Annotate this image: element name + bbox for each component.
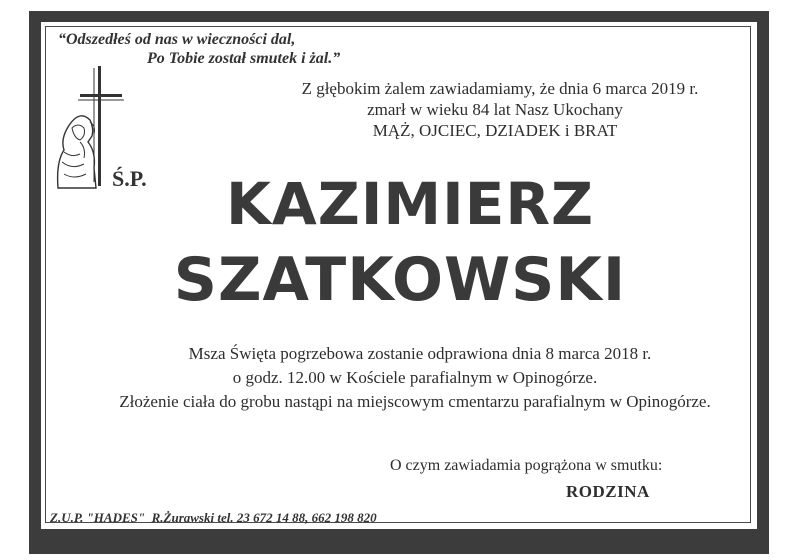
sp-abbreviation: Ś.P. xyxy=(112,166,147,191)
intro-line-2: zmarł w wieku 84 lat Nasz Ukochany xyxy=(367,100,623,119)
mass-line-1: Msza Święta pogrzebowa zostanie odprawiona dnia 8 marca 2018 r. xyxy=(188,344,652,363)
deceased-first-name: KAZIMIERZ xyxy=(225,170,595,238)
motto-line-2: Po Tobie został smutek i żal.” xyxy=(147,50,341,67)
deceased-last-name: SZATKOWSKI xyxy=(173,245,627,315)
family-signature: RODZINA xyxy=(566,482,650,501)
intro-line-1: Z głębokim żalem zawiadamiamy, że dnia 6 marca 2019 r. xyxy=(301,79,699,98)
funeral-details xyxy=(60,342,770,414)
family-note: O czym zawiadamia pogrążona w smutku: xyxy=(390,457,663,474)
motto-line-1: “Odszedłeś od nas w wieczności dal, xyxy=(58,31,296,48)
intro-line-3: MĄŻ, OJCIEC, DZIADEK i BRAT xyxy=(372,121,618,140)
mass-line-3: Złożenie ciała do grobu nastąpi na miejscowym cmentarzu parafialnym w Opinogórze. xyxy=(119,392,711,411)
mass-line-2: o godz. 12.00 w Kościele parafialnym w Opinogórze. xyxy=(232,368,598,387)
funeral-home-footer: Z.U.P. "HADES" R.Żurawski tel. 23 672 14 88, 662 198 820 xyxy=(50,510,377,525)
announcement-intro xyxy=(200,78,760,141)
